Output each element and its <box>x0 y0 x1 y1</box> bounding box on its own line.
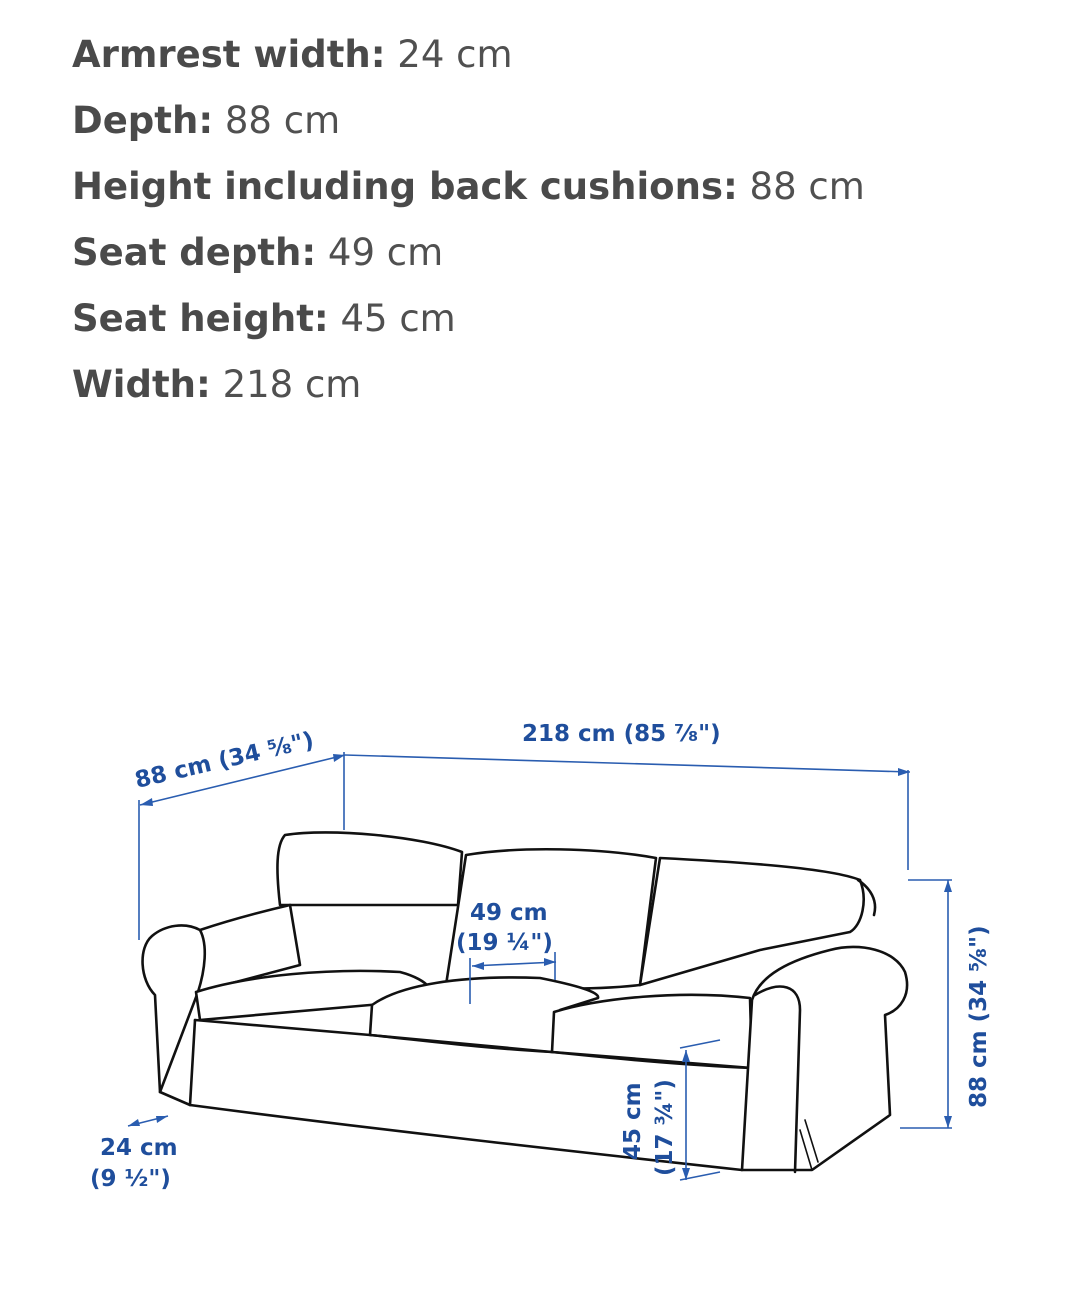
spec-label: Armrest width: <box>72 33 386 76</box>
armrest-cm: 24 cm <box>100 1135 178 1161</box>
spec-value: 24 cm <box>385 33 513 76</box>
arrow-head <box>140 798 153 806</box>
arrow-head <box>156 1116 168 1123</box>
armrest-in: (9 ½") <box>90 1166 171 1192</box>
spec-label: Seat depth: <box>72 231 317 274</box>
spec-label: Depth: <box>72 99 214 142</box>
spec-label: Seat height: <box>72 297 329 340</box>
seat-height-cm: 45 cm <box>620 1082 646 1160</box>
spec-label: Width: <box>72 363 211 406</box>
arrow-head <box>944 880 952 892</box>
arrow-head <box>944 1116 952 1128</box>
sofa-dimension-diagram <box>0 700 1080 1220</box>
spec-seat-depth <box>72 222 1052 288</box>
width-label: 218 cm (85 ⁷⁄₈") <box>522 721 721 747</box>
spec-value: 49 cm <box>316 231 444 274</box>
spec-seat-height <box>72 288 1052 354</box>
depth-label: 88 cm (34 ⁵⁄₈") <box>132 727 317 794</box>
product-dimensions-list <box>72 24 1052 420</box>
spec-height <box>72 156 1052 222</box>
spec-depth <box>72 90 1052 156</box>
seat-height-in: (17 ¾") <box>652 1079 678 1176</box>
spec-value: 218 cm <box>210 363 362 406</box>
seat-depth-cm: 49 cm <box>470 900 548 926</box>
height-label: 88 cm (34 ⁵⁄₈") <box>966 925 992 1108</box>
width-dimension-line <box>345 755 910 772</box>
spec-width <box>72 354 1052 420</box>
spec-armrest-width <box>72 24 1052 90</box>
spec-value: 88 cm <box>213 99 341 142</box>
arrow-head <box>128 1119 140 1126</box>
spec-value: 88 cm <box>737 165 865 208</box>
spec-label: Height including back cushions: <box>72 165 738 208</box>
sofa-illustration <box>143 832 908 1172</box>
seat-depth-in: (19 ¼") <box>456 930 553 956</box>
spec-value: 45 cm <box>328 297 456 340</box>
